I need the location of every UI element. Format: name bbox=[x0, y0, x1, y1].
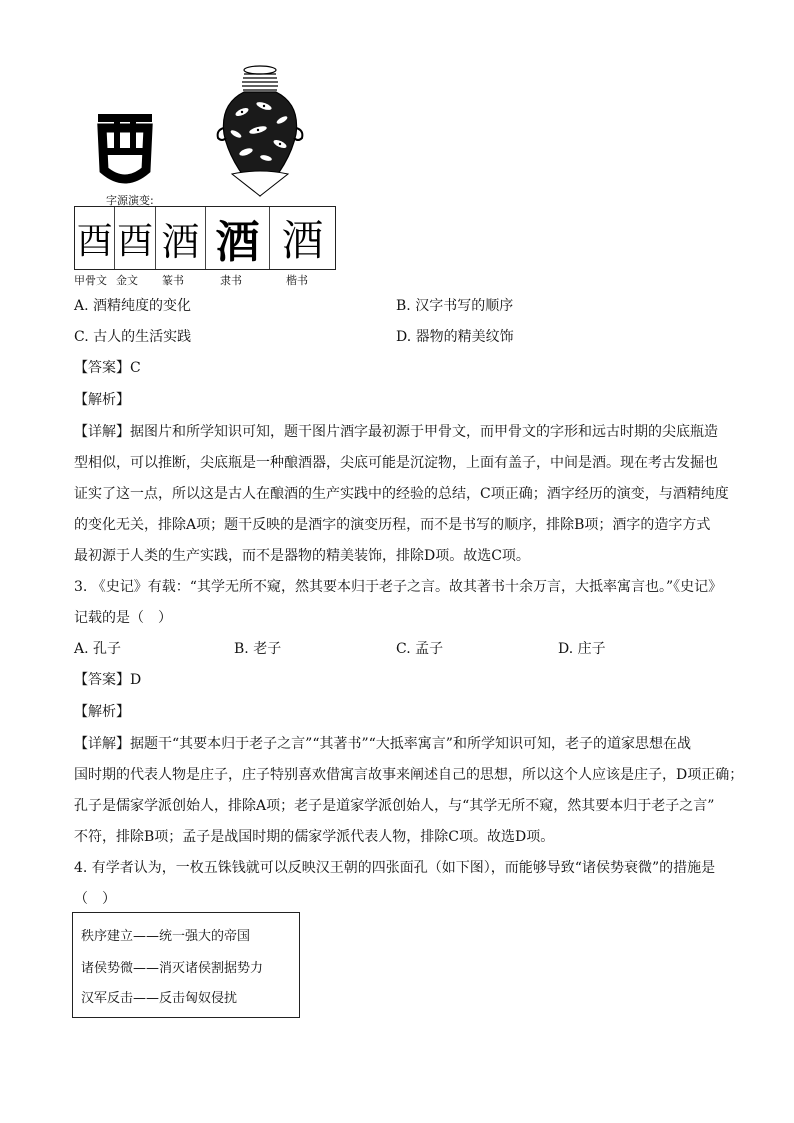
wine-glyph-icon bbox=[92, 108, 158, 190]
glyph-regular: 酒 bbox=[281, 216, 324, 265]
label-seal: 篆书 bbox=[162, 274, 184, 287]
coin-face-line: 汉军反击——反击匈奴侵扰 bbox=[81, 991, 238, 1006]
q3-stem-line: 记载的是（ ） bbox=[74, 610, 172, 626]
q3-option-a: A. 孔子 bbox=[74, 641, 122, 657]
q4-stem-line: 4. 有学者认为，一枚五铢钱就可以反映汉王朝的四张面孔（如下图），而能够导致“诸侯势衰微”的措施是 bbox=[74, 860, 716, 876]
q3-detail-line: 不符，排除B项；孟子是战国时期的儒家学派代表人物，排除C项。故选D项。 bbox=[74, 829, 555, 845]
q2-detail-line: 的变化无关，排除A项；题干反映的是酒字的演变历程，而不是书写的顺序，排除B项；酒字的造字方式 bbox=[74, 517, 711, 533]
glyph-evolution-box bbox=[74, 206, 336, 270]
q2-detail-line: 证实了这一点，所以这是古人在酿酒的生产实践中的经验的总结，C项正确；酒字经历的演变，与酒精纯度 bbox=[74, 486, 729, 502]
q2-answer: 【答案】C bbox=[74, 360, 141, 376]
q3-detail-line: 国时期的代表人物是庄子，庄子特别喜欢借寓言故事来阐述自己的思想，所以这个人应该是庄子，D项正确； bbox=[74, 767, 744, 783]
glyph-seal: 酒 bbox=[156, 207, 206, 269]
q2-detail-line: 型相似，可以推断，尖底瓶是一种酿酒器，尖底可能是沉淀物，上面有盖子，中间是酒。现在考古发掘也 bbox=[74, 455, 718, 471]
q3-analysis-label: 【解析】 bbox=[74, 704, 130, 720]
q3-detail-line: 孔子是儒家学派创始人，排除A项；老子是道家学派创始人，与“其学无所不窥，然其要本归于老子之言” bbox=[74, 798, 715, 814]
coin-faces-box bbox=[72, 912, 300, 1018]
q3-option-c: C. 孟子 bbox=[396, 641, 444, 657]
label-clerical: 隶书 bbox=[220, 274, 242, 287]
q2-option-c: C. 古人的生活实践 bbox=[74, 329, 192, 345]
glyph-bronze: 酉 bbox=[115, 207, 155, 269]
q2-analysis-label: 【解析】 bbox=[74, 392, 130, 408]
q2-detail-line: 最初源于人类的生产实践，而不是器物的精美装饰，排除D项。故选C项。 bbox=[74, 548, 530, 564]
oracle-glyph-image bbox=[92, 108, 158, 190]
pointed-bottom-vase-image bbox=[212, 64, 308, 200]
q4-stem-line: （ ） bbox=[74, 891, 116, 907]
q2-option-b: B. 汉字书写的顺序 bbox=[396, 298, 514, 314]
label-bronze: 金文 bbox=[116, 274, 138, 287]
glyph-oracle: 酉 bbox=[75, 207, 115, 269]
q3-detail-line: 【详解】据题干“其要本归于老子之言”“其著书”“大抵率寓言”和所学知识可知，老子的道家思想在战 bbox=[74, 736, 691, 752]
label-oracle: 甲骨文 bbox=[74, 274, 107, 287]
q2-detail-line: 【详解】据图片和所学知识可知，题干图片酒字最初源于甲骨文，而甲骨文的字形和远古时期的尖底瓶造 bbox=[74, 424, 718, 440]
q2-option-d: D. 器物的精美纹饰 bbox=[396, 329, 514, 345]
q3-option-b: B. 老子 bbox=[234, 641, 282, 657]
q2-option-a: A. 酒精纯度的变化 bbox=[74, 298, 192, 314]
coin-face-line: 诸侯势微——消灭诸侯割据势力 bbox=[81, 961, 264, 976]
q3-answer: 【答案】D bbox=[74, 672, 142, 688]
glyph-clerical: 酒 bbox=[206, 207, 270, 269]
coin-face-line: 秩序建立——统一强大的帝国 bbox=[81, 929, 251, 944]
label-regular: 楷书 bbox=[286, 274, 308, 287]
evolution-caption: 字源演变: bbox=[106, 194, 154, 207]
vase-icon bbox=[212, 64, 308, 200]
q3-option-d: D. 庄子 bbox=[558, 641, 606, 657]
q3-stem-line: 3. 《史记》有载：“其学无所不窥，然其要本归于老子之言。故其著书十余万言，大抵率寓言也。”《史记》 bbox=[74, 579, 723, 595]
